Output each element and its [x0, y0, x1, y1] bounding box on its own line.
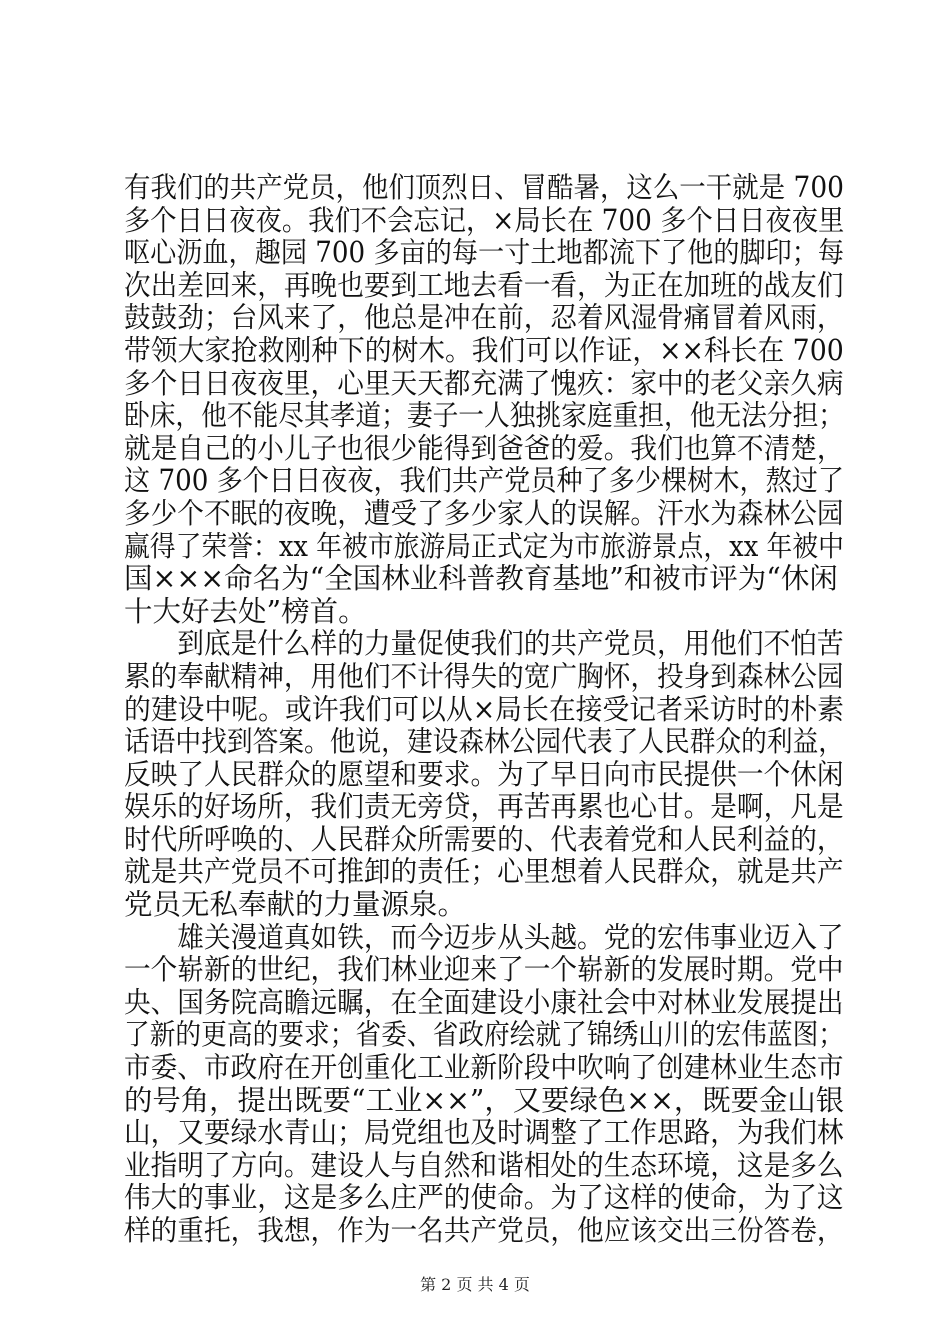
text-line: 多个日日夜夜里，心里天天都充满了愧疚：家中的老父亲久病: [124, 366, 844, 400]
text-line: 话语中找到答案。他说，建设森林公园代表了人民群众的利益，: [124, 725, 845, 759]
text-line: 卧床，他不能尽其孝道；妻子一人独挑家庭重担，他无法分担；: [124, 399, 845, 433]
text-line: 市委、市政府在开创重化工业新阶段中吹响了创建林业生态市: [124, 1051, 844, 1085]
text-line: 的号角，提出既要“工业××”，又要绿色××，既要金山银: [124, 1083, 845, 1117]
text-line: 带领大家抢救刚种下的树木。我们可以作证，××科长在 700: [124, 333, 844, 367]
text-line: 多个日日夜夜。我们不会忘记，×局长在 700 多个日日夜夜里: [124, 203, 845, 237]
text-line: 样的重托，我想，作为一名共产党员，他应该交出三份答卷，: [124, 1214, 844, 1247]
text-line: 就是共产党员不可推卸的责任；心里想着人民群众，就是共产: [124, 855, 844, 889]
text-line: 党员无私奉献的力量源泉。: [124, 888, 467, 922]
text-line: 赢得了荣誉：xx 年被市旅游局正式定为市旅游景点，xx 年被中: [124, 529, 844, 563]
text-line: 国×××命名为“全国林业科普教育基地”和被市评为“休闲: [124, 562, 838, 596]
text-line: 央、国务院高瞻远瞩，在全面建设小康社会中对林业发展提出: [124, 985, 844, 1019]
text-line: 到底是什么样的力量促使我们的共产党员，用他们不怕苦: [124, 627, 844, 661]
text-line: 伟大的事业，这是多么庄严的使命。为了这样的使命，为了这: [124, 1181, 844, 1215]
text-line: 时代所呼唤的、人民群众所需要的、代表着党和人民利益的，: [124, 822, 844, 856]
text-line: 的建设中呢。或许我们可以从×局长在接受记者采访时的朴素: [124, 692, 844, 726]
text-line: 就是自己的小儿子也很少能得到爸爸的爱。我们也算不清楚，: [124, 431, 844, 465]
page-number: 第 2 页 共 4 页: [420, 1275, 530, 1294]
text-line: 山，又要绿水青山；局党组也及时调整了工作思路，为我们林: [124, 1116, 844, 1150]
text-line: 有我们的共产党员，他们顶烈日、冒酷暑，这么一干就是 700: [124, 171, 844, 204]
text-line: 反映了人民群众的愿望和要求。为了早日向市民提供一个休闲: [124, 757, 844, 791]
text-line: 多少个不眠的夜晚，遭受了多少家人的误解。汗水为森林公园: [124, 496, 844, 530]
text-line: 娱乐的好场所，我们责无旁贷，再苦再累也心甘。是啊，凡是: [124, 790, 844, 824]
text-line: 呕心沥血，趣园 700 多亩的每一寸土地都流下了他的脚印；每: [124, 236, 845, 270]
text-line: 累的奉献精神，用他们不计得失的宽广胸怀，投身到森林公园: [124, 659, 844, 693]
text-line: 业指明了方向。建设人与自然和谐相处的生态环境，这是多么: [124, 1148, 844, 1182]
text-line: 雄关漫道真如铁，而今迈步从头越。党的宏伟事业迈入了: [124, 920, 844, 954]
text-line: 这 700 多个日日夜夜，我们共产党员种了多少棵树木，熬过了: [124, 464, 845, 498]
text-line: 十大好去处”榜首。: [124, 594, 367, 628]
text-line: 了新的更高的要求；省委、省政府绘就了锦绣山川的宏伟蓝图；: [124, 1018, 845, 1052]
body-text: [124, 172, 844, 1248]
text-line: 次出差回来，再晚也要到工地去看一看，为正在加班的战友们: [124, 268, 844, 302]
text-line: 一个崭新的世纪，我们林业迎来了一个崭新的发展时期。党中: [124, 953, 844, 987]
text-line: 鼓鼓劲；台风来了，他总是冲在前，忍着风湿骨痛冒着风雨，: [124, 301, 844, 335]
page-footer: [0, 1272, 950, 1295]
